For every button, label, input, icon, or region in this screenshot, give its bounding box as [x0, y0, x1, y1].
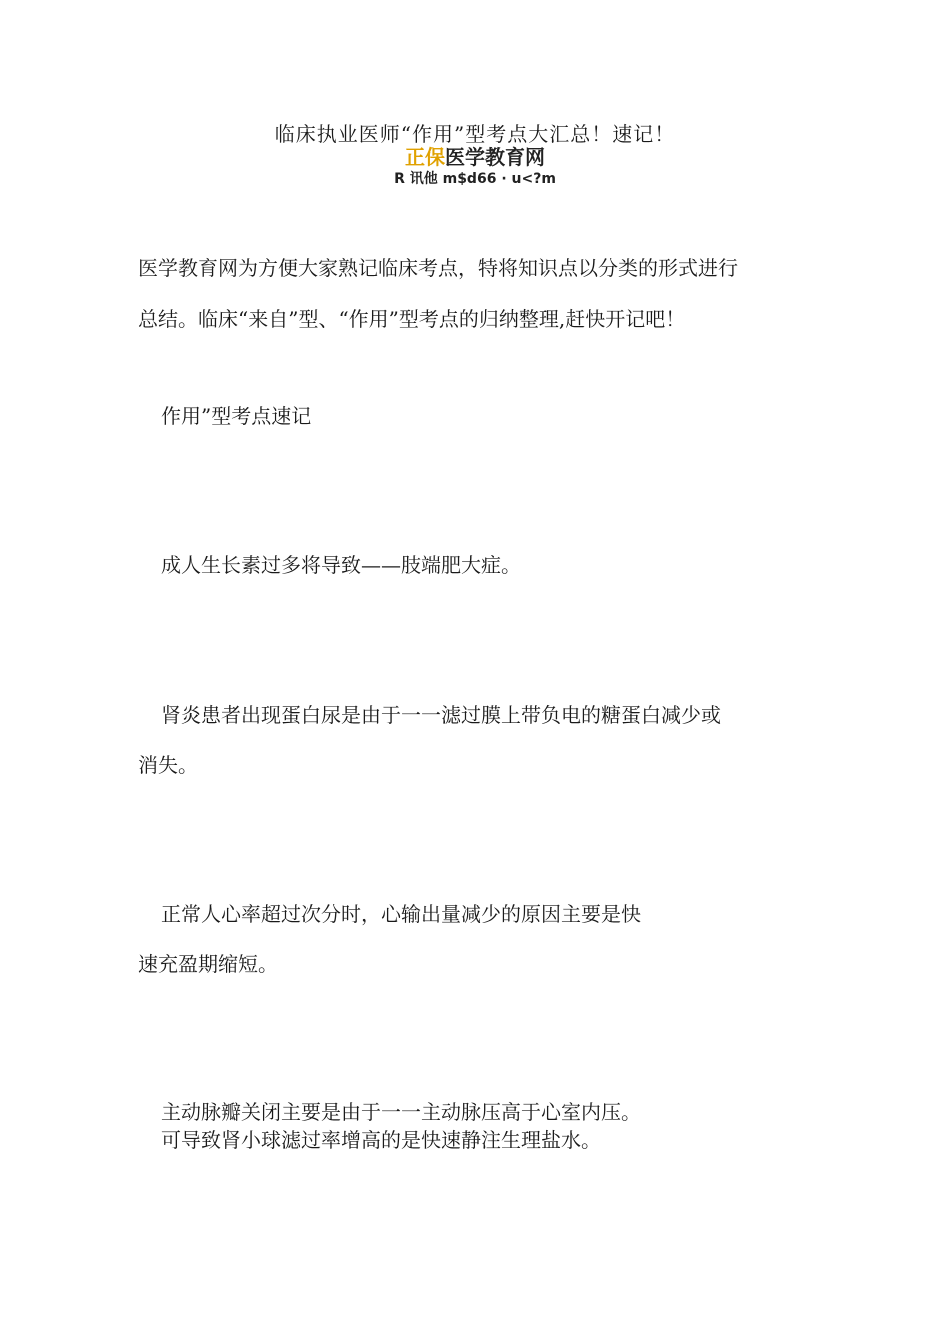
logo-accent-text: 正保	[405, 145, 445, 169]
item-2-line-2: 消失。	[138, 753, 198, 777]
intro-line-1: 医学教育网为方便大家熟记临床考点，特将知识点以分类的形式进行	[138, 256, 738, 280]
logo	[0, 145, 950, 169]
logo-main-text: 医学教育网	[445, 145, 545, 169]
item-3-line-2: 速充盈期缩短。	[138, 952, 278, 976]
logo-subtext: R 讯他 m$d66 · u<?m	[394, 171, 556, 187]
section-heading: 作用”型考点速记	[161, 404, 312, 428]
item-4-line-1: 主动脉瓣关闭主要是由于一一主动脉压高于心室内压。	[161, 1100, 641, 1124]
item-1-line-1: 成人生长素过多将导致——肢端肥大症。	[161, 553, 521, 577]
item-2-line-1: 肾炎患者出现蛋白尿是由于一一滤过膜上带负电的糖蛋白减少或	[161, 703, 721, 727]
document-title: 临床执业医师“作用”型考点大汇总！速记！	[274, 122, 676, 146]
item-3-line-1: 正常人心率超过次分时，心输出量减少的原因主要是快	[161, 902, 641, 926]
intro-line-2: 总结。临床“来自”型、“作用”型考点的归纳整理,赶快开记吧！	[138, 307, 686, 331]
item-4-line-2: 可导致肾小球滤过率增高的是快速静注生理盐水。	[161, 1128, 601, 1152]
